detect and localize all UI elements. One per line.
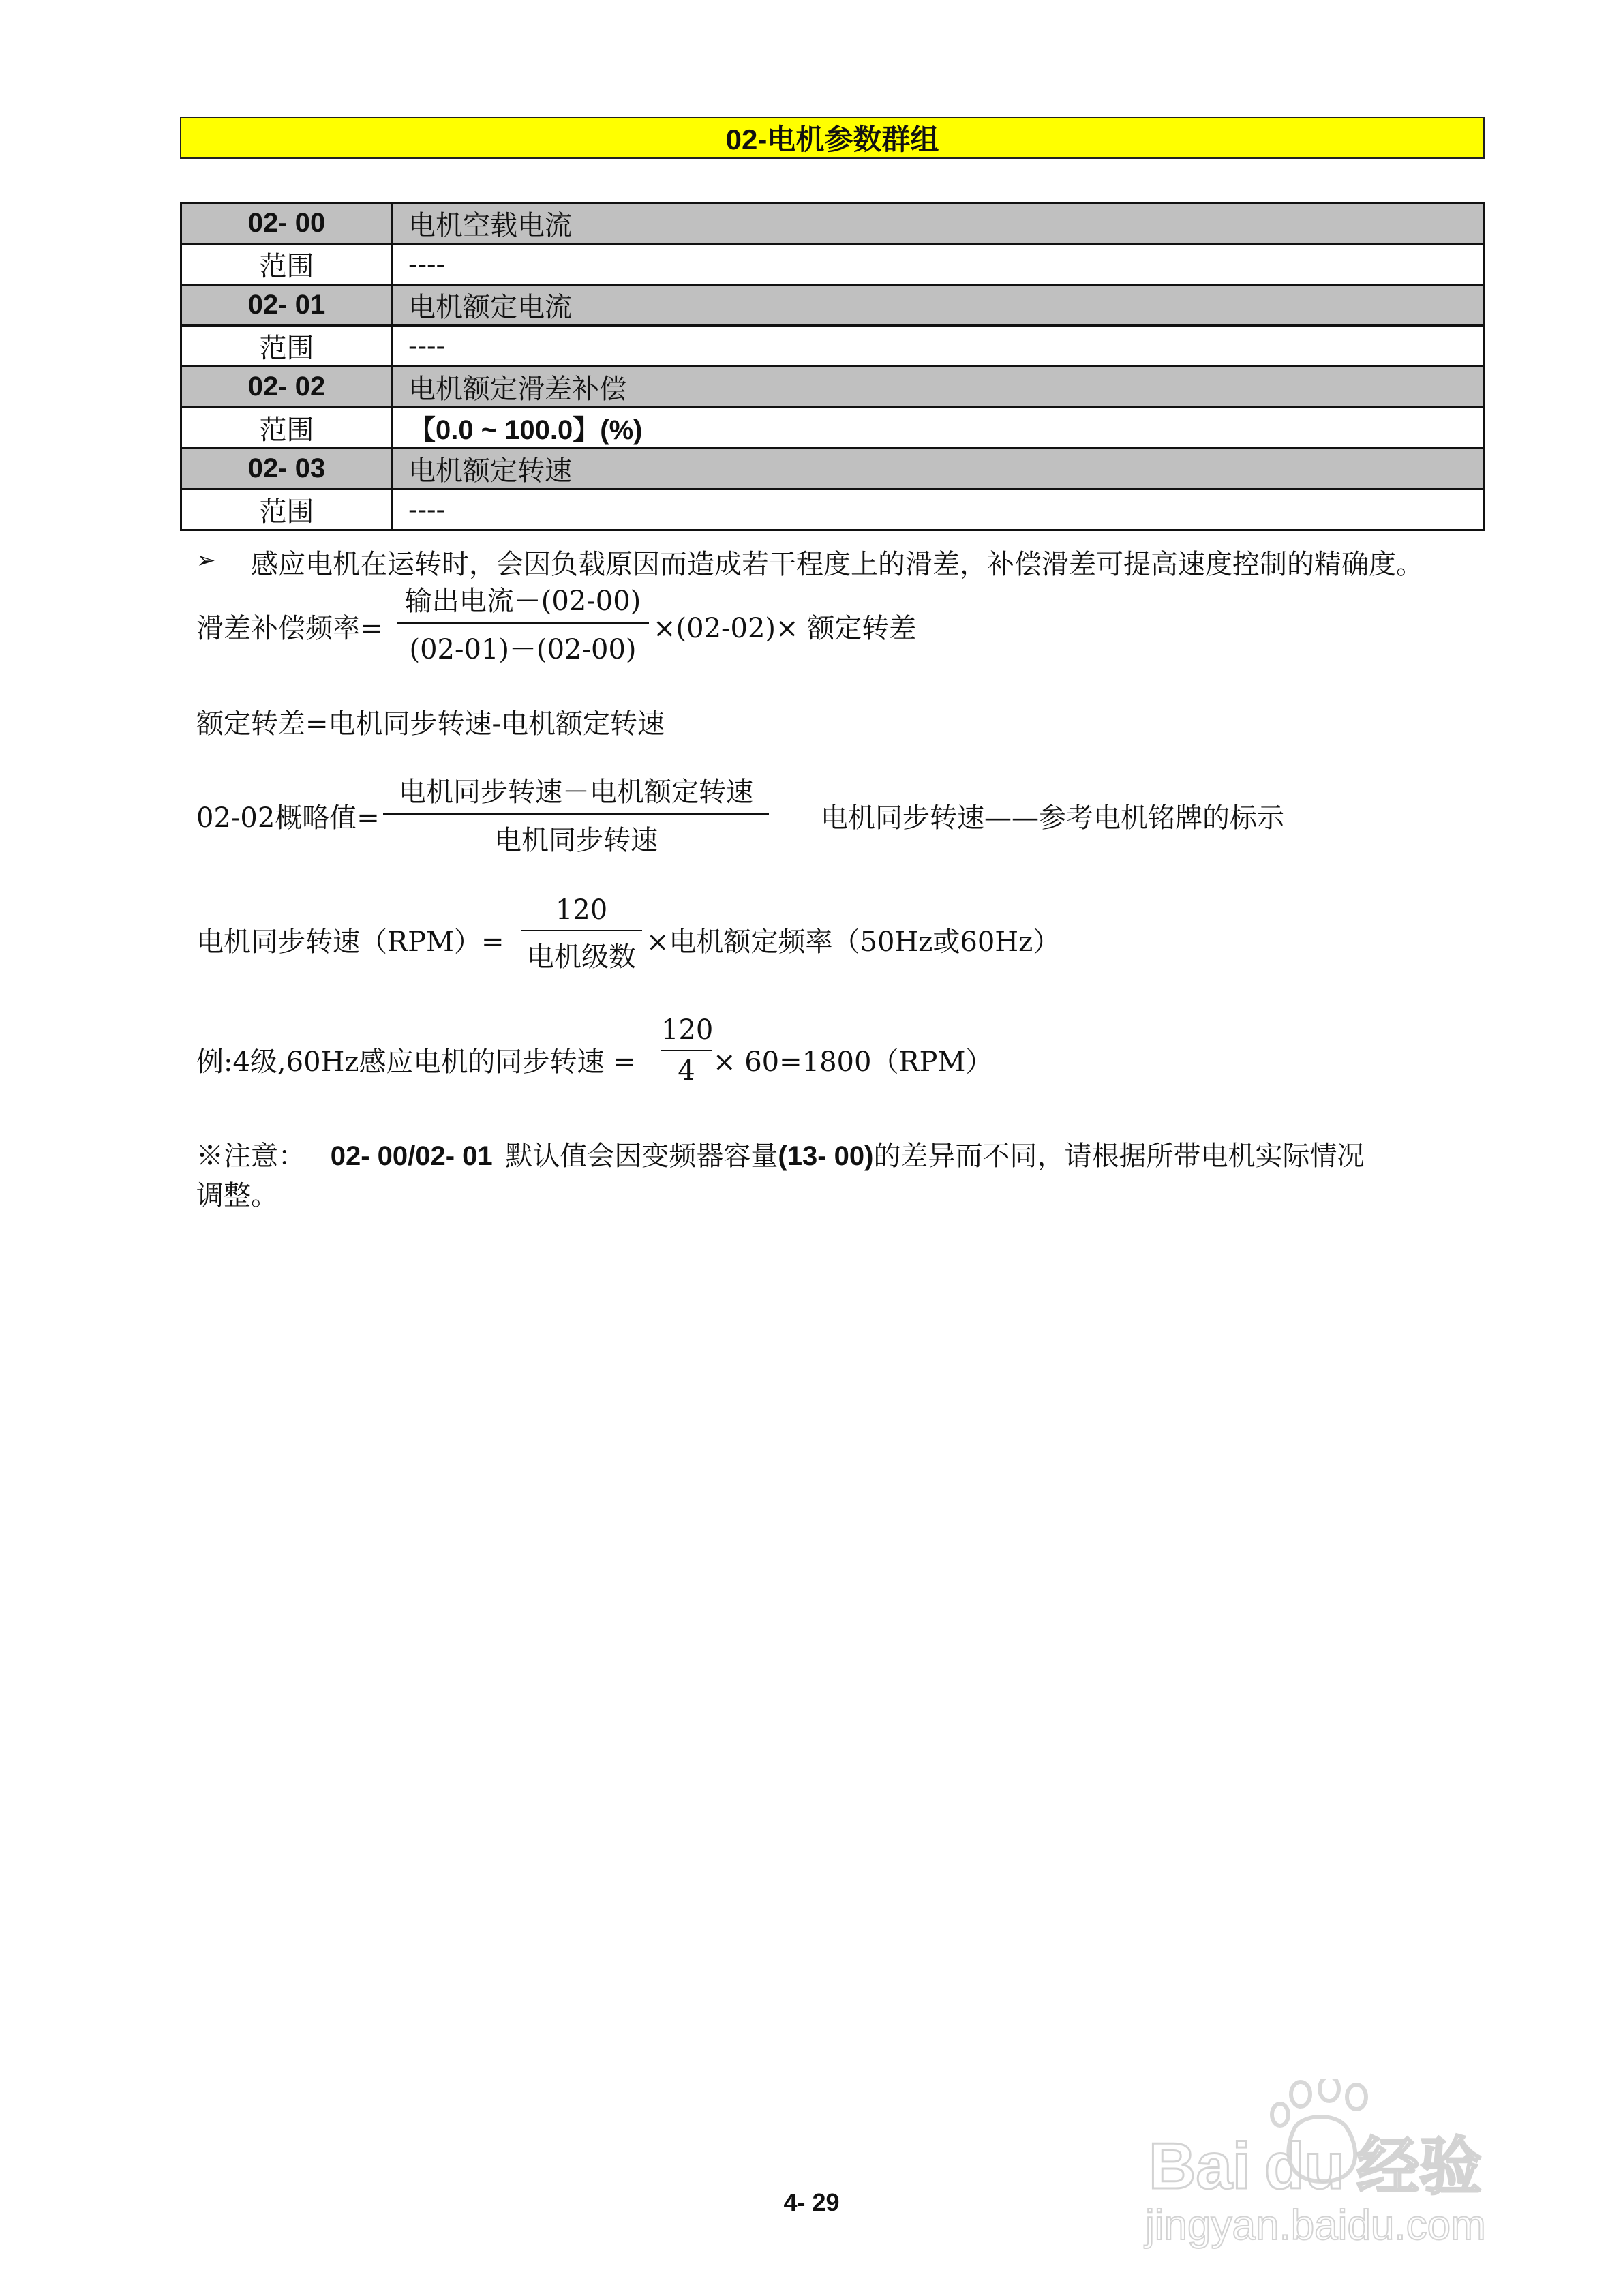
svg-text:du: du <box>1264 2130 1345 2203</box>
formula3-rhs: ×电机额定频率（50Hz或60Hz） <box>646 926 1061 958</box>
note-line-2: 调整。 <box>196 1180 278 1211</box>
formula2-numerator: 电机同步转速－电机额定转速 <box>383 770 769 815</box>
note-text1: 默认值会因变频器容量 <box>505 1141 778 1172</box>
table-row <box>181 408 1484 449</box>
note-codes: 02- 00/02- 01 <box>330 1141 493 1171</box>
param-name: 电机额定滑差补偿 <box>393 367 1484 408</box>
table-row <box>181 489 1484 530</box>
range-value: ---- <box>393 244 1484 285</box>
page-number: 4- 29 <box>783 2188 840 2216</box>
formula2-lhs: 02-02概略值= <box>196 802 380 834</box>
note-code2: (13- 00) <box>778 1141 874 1171</box>
table-row <box>181 203 1484 244</box>
table-row <box>181 449 1484 489</box>
svg-text:Bai: Bai <box>1149 2130 1251 2203</box>
table-row <box>181 285 1484 326</box>
parameter-table <box>180 202 1485 531</box>
section-title: 02-电机参数群组 <box>180 117 1485 159</box>
formula1-denominator: (02-01)－(02-00) <box>409 634 637 665</box>
param-code: 02- 01 <box>181 285 393 326</box>
formula3-numerator: 120 <box>521 894 642 931</box>
formula3-lhs: 电机同步转速（RPM）= <box>196 926 504 958</box>
formula4-rhs: × 60=1800（RPM） <box>713 1046 993 1078</box>
arrow-bullet-icon: ➢ <box>196 547 216 574</box>
baidu-jingyan-watermark-logo <box>1118 2079 1595 2250</box>
note-prefix: ※注意： <box>196 1141 305 1172</box>
param-name: 电机空载电流 <box>393 203 1484 244</box>
table-row <box>181 244 1484 285</box>
formula1-numerator: 输出电流－(02-00) <box>397 579 649 624</box>
range-label: 范围 <box>181 408 393 449</box>
formula4-numerator: 120 <box>661 1014 712 1051</box>
range-value: ---- <box>393 326 1484 367</box>
formula1-fraction <box>397 579 649 667</box>
bullet-paragraph: 感应电机在运转时，会因负载原因而造成若干程度上的滑差，补偿滑差可提高速度控制的精确度。 <box>251 549 1423 580</box>
formula3-fraction <box>521 894 642 974</box>
range-value: 【0.0 ~ 100.0】(%) <box>393 408 1484 449</box>
range-label: 范围 <box>181 489 393 530</box>
param-code: 02- 00 <box>181 203 393 244</box>
formula2-fraction <box>383 770 769 858</box>
range-label: 范围 <box>181 326 393 367</box>
rated-slip-definition: 额定转差=电机同步转速-电机额定转速 <box>196 708 665 740</box>
formula4-denominator: 4 <box>678 1055 695 1087</box>
param-name: 电机额定转速 <box>393 449 1484 489</box>
table-row <box>181 367 1484 408</box>
formula1-lhs: 滑差补偿频率= <box>196 613 383 644</box>
range-label: 范围 <box>181 244 393 285</box>
table-row <box>181 326 1484 367</box>
formula1-rhs: ×(02-02)× 额定转差 <box>653 613 917 644</box>
note-text2: 的差异而不同，请根据所带电机实际情况 <box>873 1141 1365 1172</box>
svg-text:经验: 经验 <box>1356 2130 1483 2203</box>
formula3-denominator: 电机级数 <box>527 941 636 973</box>
param-code: 02- 03 <box>181 449 393 489</box>
range-value: ---- <box>393 489 1484 530</box>
param-name: 电机额定电流 <box>393 285 1484 326</box>
param-code: 02- 02 <box>181 367 393 408</box>
formula4-fraction <box>661 1014 712 1087</box>
formula4-lhs: 例:4级,60Hz感应电机的同步转速 = <box>196 1046 636 1078</box>
formula2-note: 电机同步转速——参考电机铭牌的标示 <box>821 802 1284 834</box>
svg-text:jingyan.baidu.com: jingyan.baidu.com <box>1145 2202 1486 2249</box>
formula2-denominator: 电机同步转速 <box>494 825 658 856</box>
note-line-1 <box>196 1134 1364 1173</box>
